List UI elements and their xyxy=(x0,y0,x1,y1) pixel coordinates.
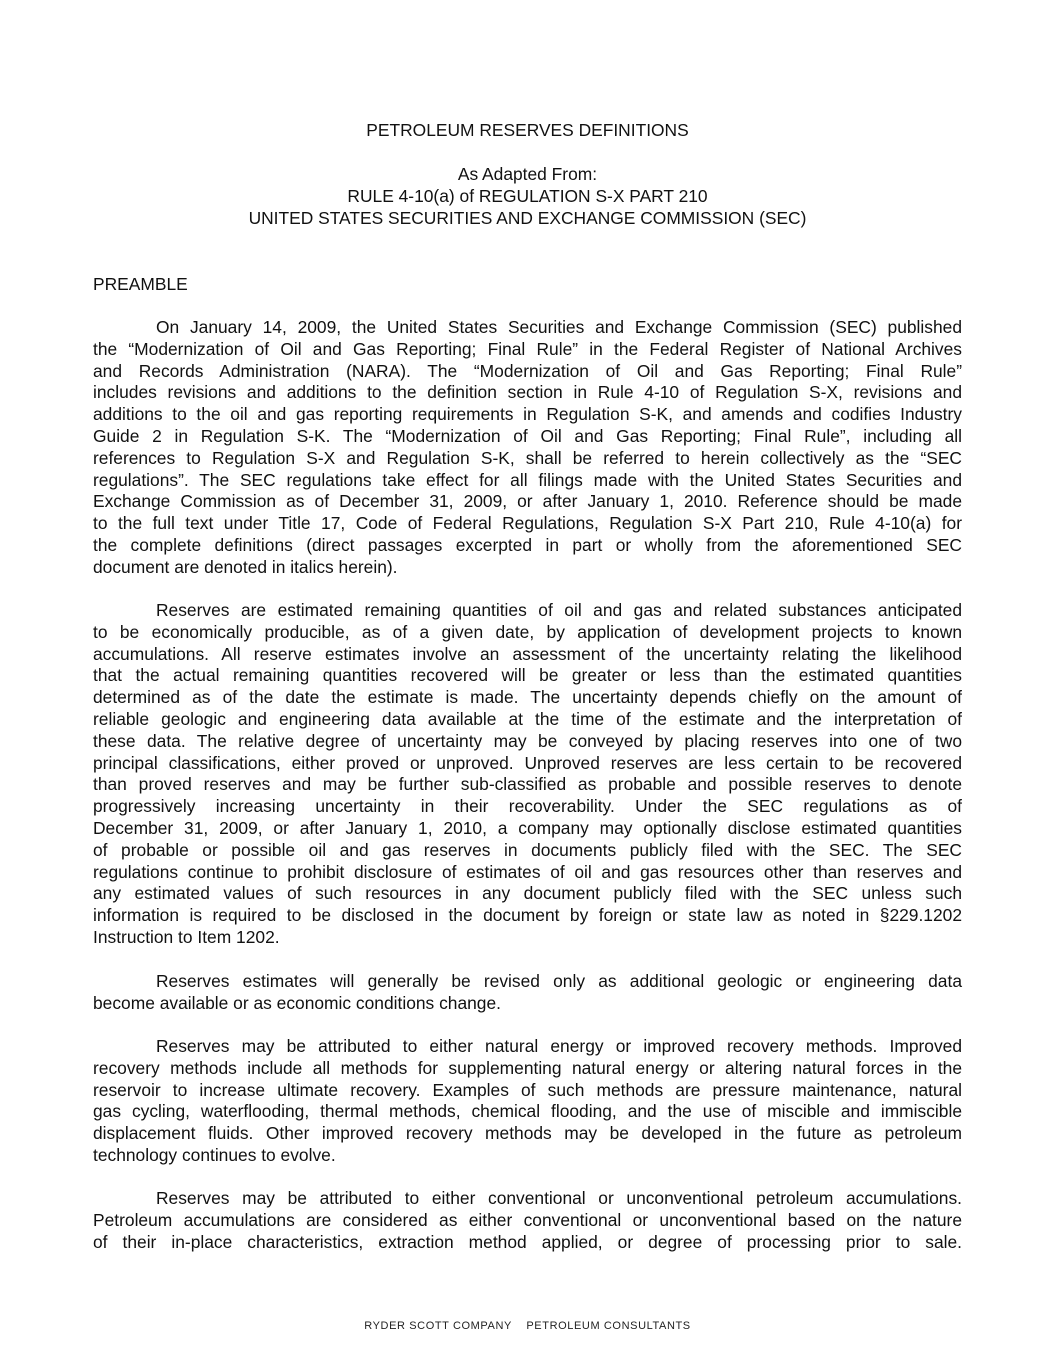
paragraph-line: the complete definitions (direct passages excerpted in part or wholly from the aforementioned SEC xyxy=(93,534,962,555)
paragraph-line: Exchange Commission as of December 31, 2009, or after January 1, 2010. Reference should be made xyxy=(93,491,962,512)
paragraph xyxy=(93,1188,962,1253)
paragraph-line: Instruction to Item 1202. xyxy=(93,926,280,947)
paragraph-line: recovery methods include all methods for supplementing natural energy or altering natural forces in the xyxy=(93,1057,962,1078)
paragraph-line: regulations”. The SEC regulations take effect for all filings made with the United States Securities and xyxy=(93,469,962,490)
subtitle-line: As Adapted From: xyxy=(457,164,598,184)
paragraph-line: of their in-place characteristics, extraction method applied, or degree of processing prior to sale. xyxy=(93,1231,962,1252)
document-title: PETROLEUM RESERVES DEFINITIONS xyxy=(366,120,689,140)
paragraph-line: reliable geologic and engineering data available at the time of the estimate and the interpretation of xyxy=(93,708,962,729)
paragraph-line: On January 14, 2009, the United States Securities and Exchange Commission (SEC) published xyxy=(156,317,962,337)
paragraph-line: to the full text under Title 17, Code of Federal Regulations, Regulation S-X Part 210, Rule 4-10(a) for xyxy=(93,513,962,534)
paragraph-line: Reserves may be attributed to either conventional or unconventional petroleum accumulations. xyxy=(156,1188,962,1208)
paragraph xyxy=(93,1036,962,1167)
paragraph-line: additions to the oil and gas reporting requirements in Regulation S-K, and amends and codifies Industry xyxy=(93,404,962,425)
page-footer: RYDER SCOTT COMPANY PETROLEUM CONSULTANTS xyxy=(364,1320,691,1332)
paragraph-line: reservoir to increase ultimate recovery. Examples of such methods are pressure maintenance, natural xyxy=(93,1079,962,1100)
paragraph-line: technology continues to evolve. xyxy=(93,1144,336,1165)
paragraph-line: December 31, 2009, or after January 1, 2010, a company may optionally disclose estimated quantities xyxy=(93,817,962,838)
paragraph-line: that the actual remaining quantities recovered will be greater or less than the estimated quantities xyxy=(93,665,962,686)
paragraph-line: Guide 2 in Regulation S-K. The “Modernization of Oil and Gas Reporting; Final Rule”, including all xyxy=(93,425,962,446)
paragraph-line: Petroleum accumulations are considered as either conventional or unconventional based on the nature xyxy=(93,1209,962,1230)
section-heading: PREAMBLE xyxy=(93,274,188,294)
paragraph-line: Reserves estimates will generally be revised only as additional geologic or engineering data xyxy=(156,971,962,991)
paragraph-line: become available or as economic conditions change. xyxy=(93,992,501,1013)
paragraph-line: Reserves may be attributed to either natural energy or improved recovery methods. Improved xyxy=(156,1036,962,1056)
paragraph-line: and Records Administration (NARA). The “Modernization of Oil and Gas Reporting; Final Rule” xyxy=(93,360,962,381)
paragraph-line: the “Modernization of Oil and Gas Reporting; Final Rule” in the Federal Register of National Archives xyxy=(93,338,962,359)
paragraph-line: references to Regulation S-X and Regulation S-K, shall be referred to herein collectively as the “SEC xyxy=(93,447,962,468)
paragraph-line: document are denoted in italics herein). xyxy=(93,556,398,577)
paragraph-line: than proved reserves and may be further sub-classified as probable and possible reserves to denote xyxy=(93,774,962,795)
paragraph-line: principal classifications, either proved or unproved. Unproved reserves are less certain to be recovered xyxy=(93,752,962,773)
paragraph-line: progressively increasing uncertainty in their recoverability. Under the SEC regulations as of xyxy=(93,796,962,817)
paragraph-line: information is required to be disclosed in the document by foreign or state law as noted in §229.1202 xyxy=(93,905,962,926)
subtitle-line: UNITED STATES SECURITIES AND EXCHANGE COMMISSION (SEC) xyxy=(248,207,807,228)
paragraph-line: Reserves are estimated remaining quantities of oil and gas and related substances anticipated xyxy=(156,600,962,620)
paragraph-line: regulations continue to prohibit disclosure of estimates of oil and gas resources other than reserves and xyxy=(93,861,962,882)
paragraph-line: displacement fluids. Other improved recovery methods may be developed in the future as petroleum xyxy=(93,1123,962,1144)
paragraph-line: these data. The relative degree of uncertainty may be conveyed by placing reserves into one of two xyxy=(93,730,962,751)
paragraph-line: accumulations. All reserve estimates involve an assessment of the uncertainty relating the likelihood xyxy=(93,643,962,664)
paragraph-line: determined as of the date the estimate is made. The uncertainty depends chiefly on the amount of xyxy=(93,687,962,708)
paragraph-line: gas cycling, waterflooding, thermal methods, chemical flooding, and the use of miscible and immiscible xyxy=(93,1101,962,1122)
paragraph-line: any estimated values of such resources in any document publicly filed with the SEC unless such xyxy=(93,883,962,904)
subtitle-line: RULE 4-10(a) of REGULATION S-X PART 210 xyxy=(347,185,708,206)
paragraph xyxy=(93,600,962,949)
paragraph-line: to be economically producible, as of a given date, by application of development projects to known xyxy=(93,621,962,642)
paragraph xyxy=(93,971,962,1015)
paragraph-line: of probable or possible oil and gas reserves in documents publicly filed with the SEC. The SEC xyxy=(93,839,962,860)
paragraph-line: includes revisions and additions to the definition section in Rule 4-10 of Regulation S-X, revisions and xyxy=(93,382,962,403)
paragraph xyxy=(93,317,962,579)
